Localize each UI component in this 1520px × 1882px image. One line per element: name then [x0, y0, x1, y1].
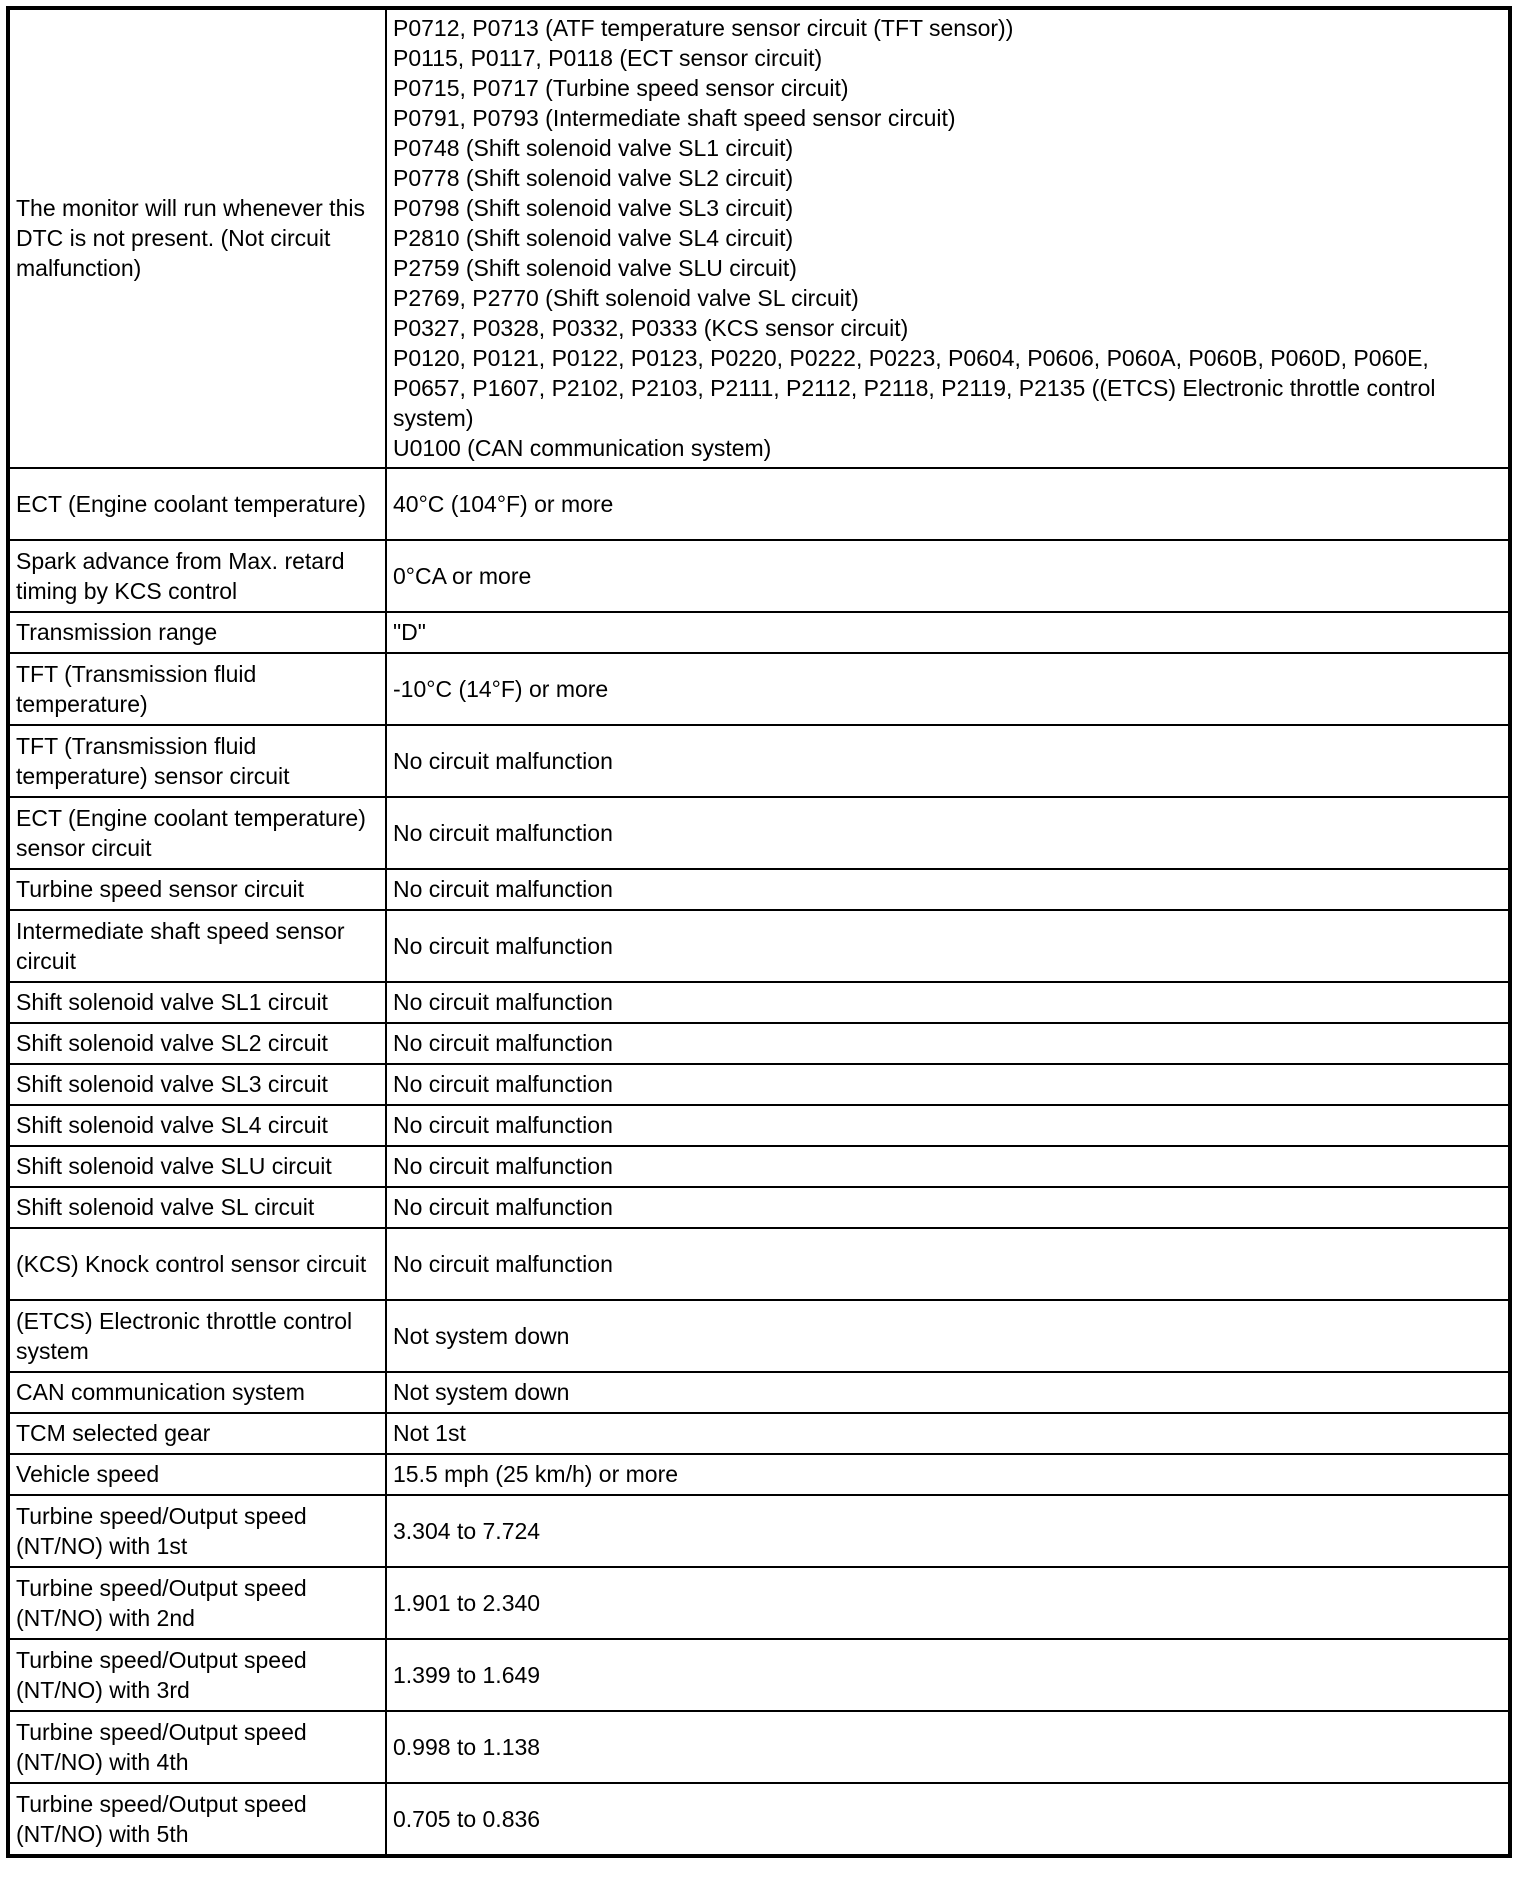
- value-cell: 3.304 to 7.724: [386, 1495, 1510, 1567]
- table-row: [8, 8, 1510, 468]
- table-row: [8, 1105, 1510, 1146]
- value-cell: Not system down: [386, 1300, 1510, 1372]
- value-cell: No circuit malfunction: [386, 1146, 1510, 1187]
- table-row: [8, 468, 1510, 540]
- table-row: [8, 1639, 1510, 1711]
- table-row: [8, 612, 1510, 653]
- dtc-list-cell: [386, 8, 1510, 468]
- value-cell: Not 1st: [386, 1413, 1510, 1454]
- condition-cell: Vehicle speed: [8, 1454, 386, 1495]
- table-row: [8, 869, 1510, 910]
- dtc-line: P2769, P2770 (Shift solenoid valve SL circuit): [393, 285, 859, 311]
- condition-cell: Shift solenoid valve SLU circuit: [8, 1146, 386, 1187]
- value-cell: No circuit malfunction: [386, 982, 1510, 1023]
- condition-cell: Shift solenoid valve SL3 circuit: [8, 1064, 386, 1105]
- condition-cell: The monitor will run whenever this DTC is not present. (Not circuit malfunction): [8, 8, 386, 468]
- condition-cell: Intermediate shaft speed sensor circuit: [8, 910, 386, 982]
- table-row: [8, 540, 1510, 612]
- table-row: [8, 1495, 1510, 1567]
- value-cell: No circuit malfunction: [386, 910, 1510, 982]
- condition-cell: ECT (Engine coolant temperature) sensor circuit: [8, 797, 386, 869]
- value-cell: No circuit malfunction: [386, 797, 1510, 869]
- value-cell: 15.5 mph (25 km/h) or more: [386, 1454, 1510, 1495]
- table-row: [8, 1372, 1510, 1413]
- value-cell: No circuit malfunction: [386, 1187, 1510, 1228]
- table-row: [8, 1567, 1510, 1639]
- value-cell: 0°CA or more: [386, 540, 1510, 612]
- value-cell: "D": [386, 612, 1510, 653]
- value-cell: No circuit malfunction: [386, 1228, 1510, 1300]
- value-cell: -10°C (14°F) or more: [386, 653, 1510, 725]
- value-cell: No circuit malfunction: [386, 1105, 1510, 1146]
- table-row: [8, 653, 1510, 725]
- table-row: [8, 982, 1510, 1023]
- dtc-line: U0100 (CAN communication system): [393, 435, 772, 461]
- value-cell: 1.901 to 2.340: [386, 1567, 1510, 1639]
- condition-cell: Turbine speed/Output speed (NT/NO) with 1st: [8, 1495, 386, 1567]
- table-row: [8, 1413, 1510, 1454]
- table-row: [8, 910, 1510, 982]
- condition-cell: (KCS) Knock control sensor circuit: [8, 1228, 386, 1300]
- condition-cell: Shift solenoid valve SL1 circuit: [8, 982, 386, 1023]
- table-row: [8, 1783, 1510, 1856]
- dtc-line: P0715, P0717 (Turbine speed sensor circuit): [393, 75, 849, 101]
- dtc-line: P0120, P0121, P0122, P0123, P0220, P0222, P0223, P0604, P0606, P060A, P060B, P060D, P060E, P0657, P1607, P2102, P2103, P2111, P2112, P2118, P2119, P2135 ((ETCS) Electronic throttle control system): [393, 345, 1436, 431]
- condition-cell: Shift solenoid valve SL4 circuit: [8, 1105, 386, 1146]
- condition-cell: Turbine speed sensor circuit: [8, 869, 386, 910]
- condition-cell: Spark advance from Max. retard timing by KCS control: [8, 540, 386, 612]
- condition-cell: Turbine speed/Output speed (NT/NO) with 5th: [8, 1783, 386, 1856]
- table-row: [8, 797, 1510, 869]
- condition-cell: TCM selected gear: [8, 1413, 386, 1454]
- condition-cell: Shift solenoid valve SL2 circuit: [8, 1023, 386, 1064]
- dtc-line: P2810 (Shift solenoid valve SL4 circuit): [393, 225, 794, 251]
- table-row: [8, 1454, 1510, 1495]
- dtc-line: P0791, P0793 (Intermediate shaft speed sensor circuit): [393, 105, 956, 131]
- table-row: [8, 1228, 1510, 1300]
- value-cell: No circuit malfunction: [386, 869, 1510, 910]
- dtc-line: P0778 (Shift solenoid valve SL2 circuit): [393, 165, 794, 191]
- table-row: [8, 1300, 1510, 1372]
- value-cell: 40°C (104°F) or more: [386, 468, 1510, 540]
- condition-cell: TFT (Transmission fluid temperature) sensor circuit: [8, 725, 386, 797]
- table-row: [8, 1711, 1510, 1783]
- condition-cell: ECT (Engine coolant temperature): [8, 468, 386, 540]
- conditions-table: [6, 6, 1512, 1858]
- dtc-line: P0748 (Shift solenoid valve SL1 circuit): [393, 135, 794, 161]
- dtc-line: P0798 (Shift solenoid valve SL3 circuit): [393, 195, 794, 221]
- table-row: [8, 1064, 1510, 1105]
- dtc-line: P0712, P0713 (ATF temperature sensor circuit (TFT sensor)): [393, 15, 1014, 41]
- table-row: [8, 1146, 1510, 1187]
- value-cell: 1.399 to 1.649: [386, 1639, 1510, 1711]
- condition-cell: Turbine speed/Output speed (NT/NO) with 3rd: [8, 1639, 386, 1711]
- dtc-line: P0327, P0328, P0332, P0333 (KCS sensor circuit): [393, 315, 909, 341]
- value-cell: No circuit malfunction: [386, 1064, 1510, 1105]
- table-row: [8, 725, 1510, 797]
- condition-cell: Turbine speed/Output speed (NT/NO) with 4th: [8, 1711, 386, 1783]
- condition-cell: TFT (Transmission fluid temperature): [8, 653, 386, 725]
- dtc-line: P2759 (Shift solenoid valve SLU circuit): [393, 255, 797, 281]
- condition-cell: (ETCS) Electronic throttle control system: [8, 1300, 386, 1372]
- table-row: [8, 1023, 1510, 1064]
- table-row: [8, 1187, 1510, 1228]
- value-cell: 0.705 to 0.836: [386, 1783, 1510, 1856]
- value-cell: No circuit malfunction: [386, 725, 1510, 797]
- condition-cell: Shift solenoid valve SL circuit: [8, 1187, 386, 1228]
- condition-cell: CAN communication system: [8, 1372, 386, 1413]
- value-cell: Not system down: [386, 1372, 1510, 1413]
- value-cell: No circuit malfunction: [386, 1023, 1510, 1064]
- condition-cell: Turbine speed/Output speed (NT/NO) with 2nd: [8, 1567, 386, 1639]
- dtc-line: P0115, P0117, P0118 (ECT sensor circuit): [393, 45, 823, 71]
- condition-cell: Transmission range: [8, 612, 386, 653]
- value-cell: 0.998 to 1.138: [386, 1711, 1510, 1783]
